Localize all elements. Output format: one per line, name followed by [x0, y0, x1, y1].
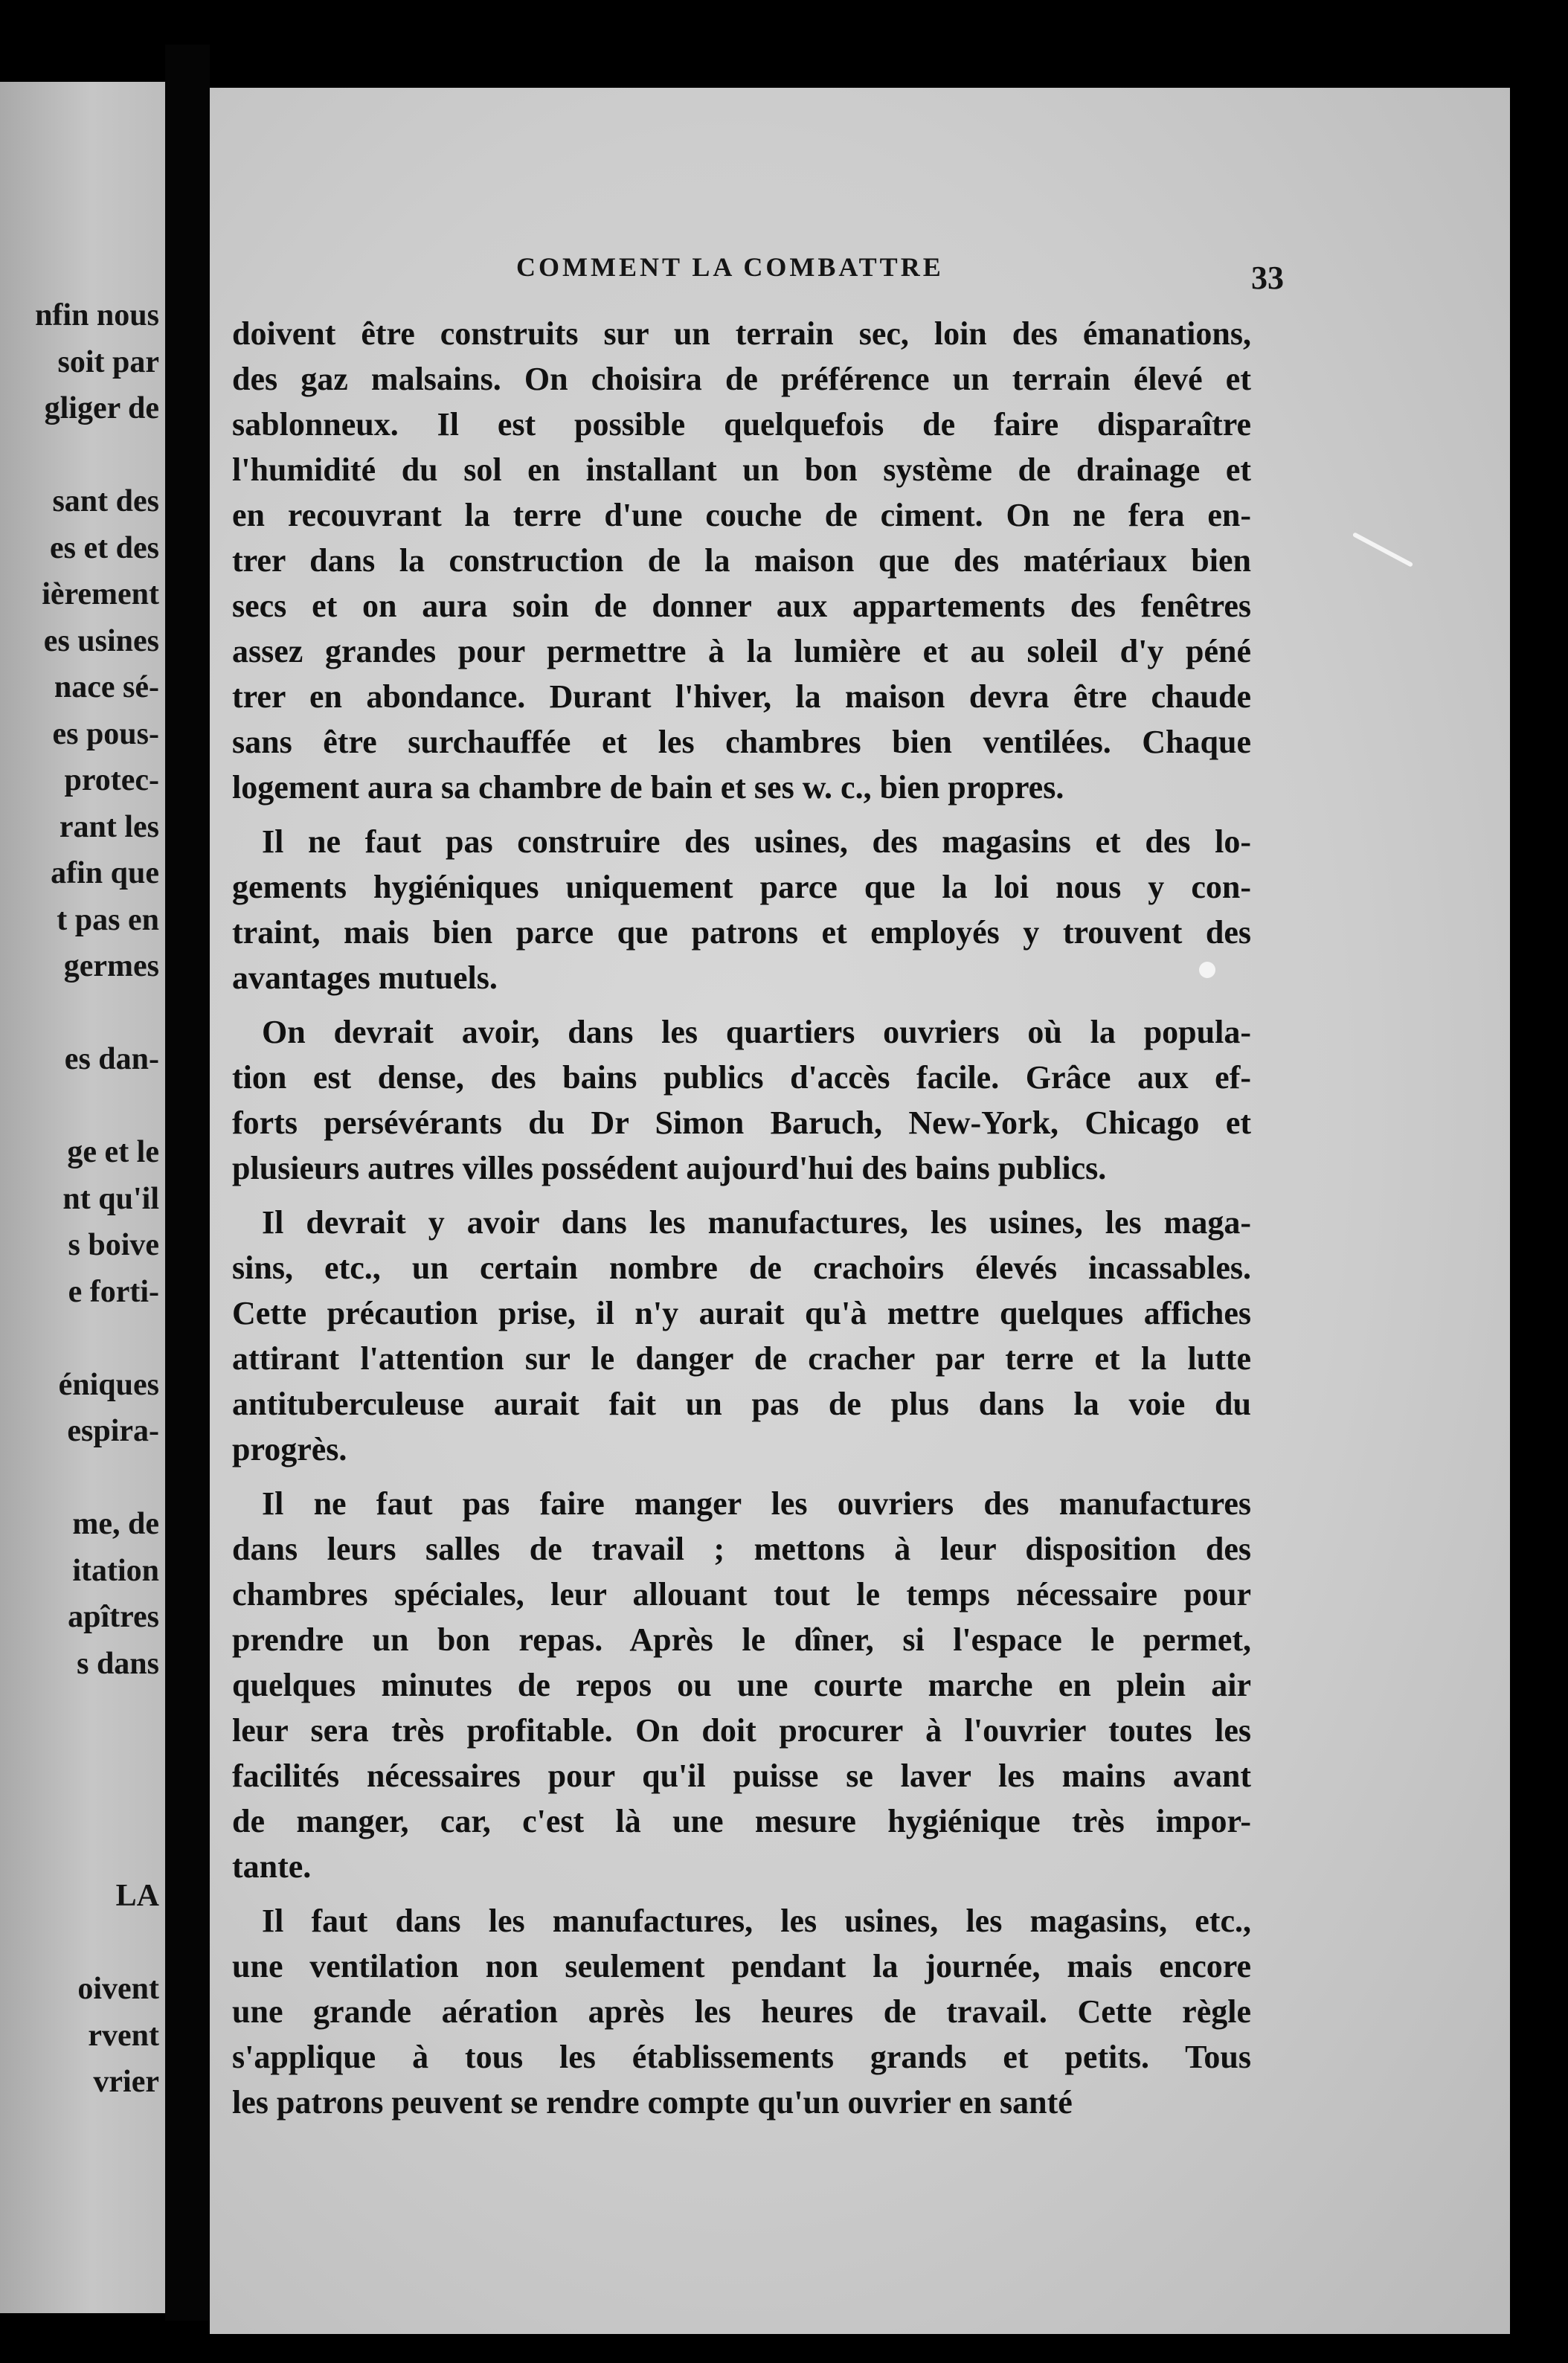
left-page-text-line: es dan-: [64, 1042, 159, 1076]
left-page-text-line: nfin nous: [35, 298, 159, 332]
scan-border: [1510, 0, 1568, 2363]
left-page-text-line: ièrement: [42, 577, 159, 611]
scan-speck: [1199, 962, 1215, 978]
paragraph-gap: [232, 810, 1251, 819]
left-page-text-line: germes: [63, 949, 159, 983]
text-line: progrès.: [232, 1431, 347, 1467]
text-line: antituberculeuse aurait fait un pas de plus dans la voie du: [232, 1386, 1251, 1422]
left-page-text-line: rvent: [88, 2019, 159, 2053]
text-line: Il ne faut pas faire manger les ouvriers des manufactures: [262, 1485, 1251, 1522]
text-line: assez grandes pour permettre à la lumière et au soleil d'y péné: [232, 633, 1251, 669]
text-line: en recouvrant la terre d'une couche de ciment. On ne fera en-: [232, 497, 1251, 533]
left-page-text-line: rant les: [59, 810, 159, 844]
left-page-text-line: es et des: [50, 531, 159, 565]
left-page-text-line: afin que: [51, 856, 159, 890]
text-line: leur sera très profitable. On doit procurer à l'ouvrier toutes les: [232, 1712, 1251, 1749]
text-line: logement aura sa chambre de bain et ses w. c., bien propres.: [232, 769, 1064, 806]
text-line: tante.: [232, 1848, 312, 1885]
paragraph-gap: [232, 1472, 1251, 1481]
left-page-text-line: nt qu'il: [62, 1182, 159, 1216]
text-line: Il devrait y avoir dans les manufactures, les usines, les maga-: [262, 1204, 1251, 1241]
text-line: facilités nécessaires pour qu'il puisse se laver les mains avant: [232, 1758, 1251, 1794]
text-line: forts persévérants du Dr Simon Baruch, New-York, Chicago et: [232, 1105, 1251, 1141]
left-page-text-line: LA: [115, 1879, 159, 1913]
left-page-text-line: apîtres: [68, 1600, 159, 1634]
paragraph-gap: [232, 1000, 1251, 1009]
left-page-text-line: me, de: [72, 1507, 159, 1541]
text-line: doivent être construits sur un terrain sec, loin des émanations,: [232, 315, 1251, 352]
left-page-text-line: ge et le: [67, 1135, 159, 1169]
text-line: trer dans la construction de la maison que des matériaux bien: [232, 542, 1251, 579]
left-page-text-line: protec-: [64, 763, 159, 797]
left-page-text-line: s dans: [77, 1647, 159, 1681]
text-line: chambres spéciales, leur allouant tout le temps nécessaire pour: [232, 1576, 1251, 1613]
book-page: [210, 88, 1519, 2334]
text-line: des gaz malsains. On choisira de préférence un terrain élevé et: [232, 361, 1251, 397]
text-line: prendre un bon repas. Après le dîner, si l'espace le permet,: [232, 1621, 1251, 1658]
text-line: Il faut dans les manufactures, les usines, les magasins, etc.,: [262, 1903, 1251, 1939]
left-page-text-line: vrier: [93, 2065, 159, 2099]
text-line: une grande aération après les heures de travail. Cette règle: [232, 1993, 1251, 2030]
scan-speck: [1352, 532, 1413, 568]
left-page-text-line: es usines: [43, 624, 159, 658]
text-line: On devrait avoir, dans les quartiers ouvriers où la popula-: [262, 1014, 1251, 1050]
previous-page-fragment: [0, 82, 165, 2313]
text-line: gements hygiéniques uniquement parce que la loi nous y con-: [232, 869, 1251, 905]
text-line: sins, etc., un certain nombre de crachoirs élevés incassables.: [232, 1250, 1251, 1286]
text-line: Cette précaution prise, il n'y aurait qu'à mettre quelques affiches: [232, 1295, 1251, 1331]
text-line: sans être surchauffée et les chambres bien ventilées. Chaque: [232, 724, 1251, 760]
text-line: attirant l'attention sur le danger de cracher par terre et la lutte: [232, 1340, 1251, 1377]
text-line: Il ne faut pas construire des usines, des magasins et des lo-: [262, 823, 1251, 860]
left-page-text-line: itation: [72, 1554, 159, 1588]
left-page-text-line: nace sé-: [54, 670, 159, 704]
text-line: trer en abondance. Durant l'hiver, la maison devra être chaude: [232, 678, 1251, 715]
left-page-text-line: gliger de: [44, 391, 159, 425]
text-line: traint, mais bien parce que patrons et employés y trouvent des: [232, 914, 1251, 951]
book-gutter: [165, 45, 210, 2321]
text-line: s'applique à tous les établissements grands et petits. Tous: [232, 2039, 1251, 2075]
text-line: tion est dense, des bains publics d'accès facile. Grâce aux ef-: [232, 1059, 1251, 1096]
paragraph-gap: [232, 1889, 1251, 1898]
text-line: quelques minutes de repos ou une courte marche en plein air: [232, 1667, 1251, 1703]
left-page-text-line: espira-: [67, 1414, 159, 1448]
text-line: les patrons peuvent se rendre compte qu'un ouvrier en santé: [232, 2084, 1073, 2121]
left-page-text-line: éniques: [58, 1368, 159, 1402]
paragraph-gap: [232, 1191, 1251, 1200]
text-line: secs et on aura soin de donner aux appartements des fenêtres: [232, 588, 1251, 624]
text-line: plusieurs autres villes possédent aujourd'hui des bains publics.: [232, 1150, 1107, 1186]
text-line: de manger, car, c'est là une mesure hygiénique très impor-: [232, 1803, 1251, 1839]
text-line: avantages mutuels.: [232, 959, 498, 996]
left-page-text-line: es pous-: [52, 717, 159, 751]
text-line: sablonneux. Il est possible quelquefois de faire disparaître: [232, 406, 1251, 443]
text-line: dans leurs salles de travail ; mettons à leur disposition des: [232, 1531, 1251, 1567]
left-page-text-line: t pas en: [57, 903, 159, 937]
text-line: l'humidité du sol en installant un bon système de drainage et: [232, 451, 1251, 488]
left-page-text-line: s boive: [68, 1228, 159, 1262]
left-page-text-line: soit par: [57, 345, 159, 379]
left-page-text-line: sant des: [52, 484, 159, 518]
page-number: 33: [1251, 260, 1284, 296]
left-page-text-line: oivent: [77, 1972, 159, 2006]
text-line: une ventilation non seulement pendant la journée, mais encore: [232, 1948, 1251, 1984]
left-page-text-line: e forti-: [68, 1275, 159, 1309]
body-text: [232, 311, 1251, 2125]
running-head-title: COMMENT LA COMBATTRE: [516, 252, 944, 282]
